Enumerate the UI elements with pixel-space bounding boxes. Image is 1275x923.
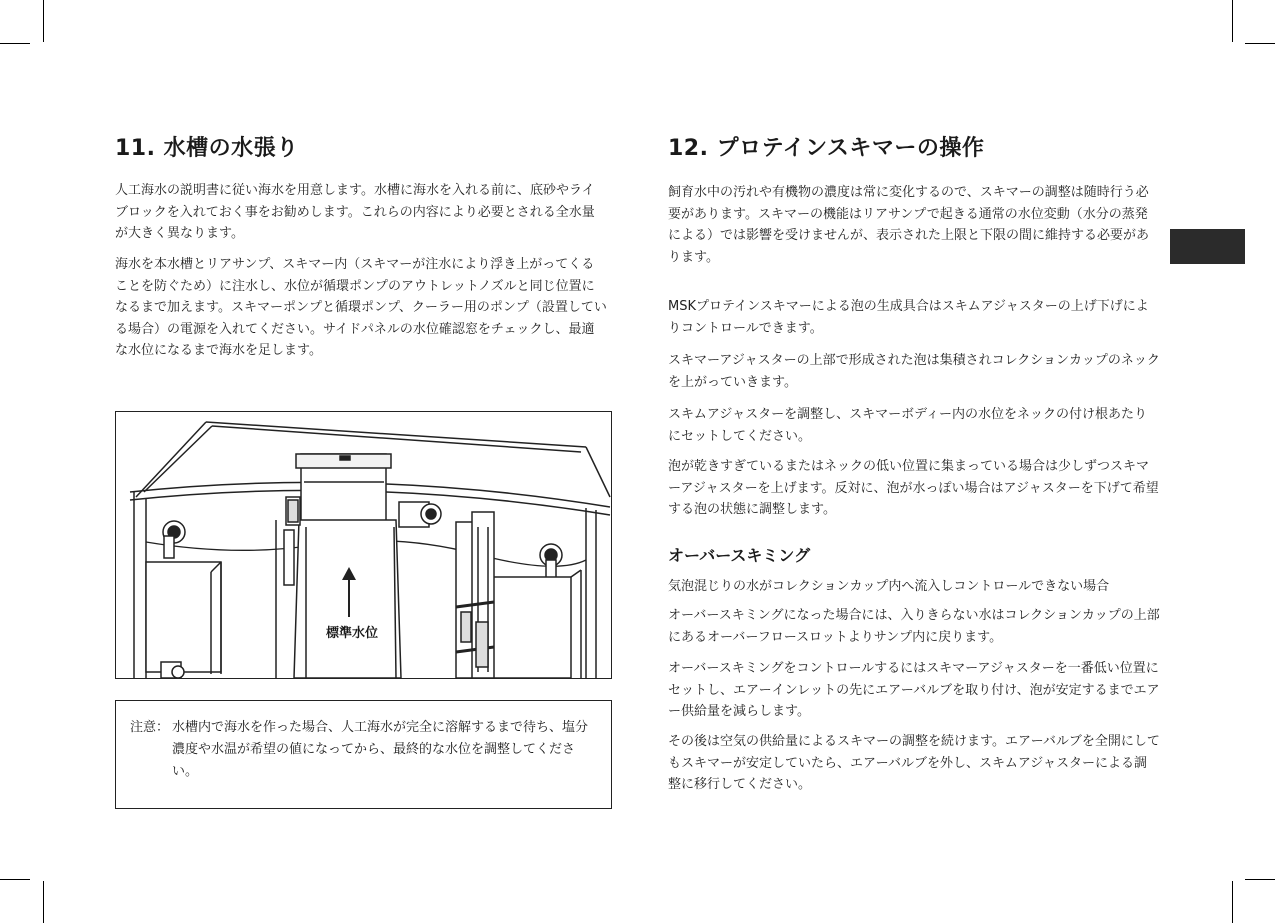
standard-water-level-label: 標準水位	[324, 622, 380, 641]
section-heading-skimmer: 12. プロテインスキマーの操作	[668, 136, 985, 161]
crop-mark	[43, 0, 44, 42]
paragraph-foam-adjustment: 泡が乾きすぎているまたはネックの低い位置に集まっている場合は少しずつスキマーアジャスターを上げます。反対に、泡が水っぽい場合はアジャスターを下げて希望する泡の状態に調整します。	[668, 459, 1159, 517]
paragraph-skimmer-adjust-intro: 飼育水中の汚れや有機物の濃度は常に変化するので、スキマーの調整は随時行う必要があります。スキマーの機能はリアサンプで起きる通常の水位変動（水分の蒸発による）では影響を受けませんが、表示された上限と下限の間に維持する必要があります。	[668, 185, 1150, 265]
section-tab-marker	[1170, 229, 1245, 264]
section-heading-filling: 11. 水槽の水張り	[115, 136, 299, 161]
paragraph-final-adjustment: その後は空気の供給量によるスキマーの調整を続けます。エアーバルブを全開にしてもスキマーが安定していたら、エアーバルブを外し、スキムアジャスターによる調整に移行してください。	[668, 734, 1160, 792]
caution-note	[115, 700, 612, 809]
crop-mark	[1232, 881, 1233, 923]
crop-mark	[1245, 43, 1275, 44]
caution-text: 水槽内で海水を作った場合、人工海水が完全に溶解するまで待ち、塩分濃度や水温が希望の値になってから、最終的な水位を調整してください。	[172, 720, 589, 779]
crop-mark	[1232, 0, 1233, 42]
crop-mark	[43, 881, 44, 923]
aquarium-diagram	[115, 411, 612, 679]
paragraph-water-level-setting: スキムアジャスターを調整し、スキマーボディー内の水位をネックの付け根あたりにセットしてください。	[668, 407, 1148, 444]
crop-mark	[0, 43, 30, 44]
paragraph-foam-control: MSKプロテインスキマーによる泡の生成具合はスキムアジャスターの上げ下げによりコントロールできます。	[668, 299, 1149, 336]
paragraph-overflow-slot: オーバースキミングになった場合には、入りきらない水はコレクションカップの上部にあるオーバーフロースロットよりサンプ内に戻ります。	[668, 608, 1160, 645]
paragraph-filling-procedure: 海水を本水槽とリアサンプ、スキマー内（スキマーが注水により浮き上がってくることを防ぐため）に注水し、水位が循環ポンプのアウトレットノズルと同じ位置になるまで加えます。スキマーポンプと循環ポンプ、クーラー用のポンプ（設置している場合）の電源を入れてください。サイドパネルの水位確認窓をチェックし、最適な水位になるまで海水を足します。	[115, 257, 607, 358]
paragraph-air-valve: オーバースキミングをコントロールするにはスキマーアジャスターを一番低い位置にセットし、エアーインレットの先にエアーバルブを取り付け、泡が安定するまでエアー供給量を減らします。	[668, 661, 1160, 719]
caution-label: 注意：	[130, 720, 170, 735]
paragraph-overskimming-definition: 気泡混じりの水がコレクションカップ内へ流入しコントロールできない場合	[668, 579, 1110, 594]
crop-mark	[0, 879, 30, 880]
crop-mark	[1245, 879, 1275, 880]
paragraph-foam-collection: スキマーアジャスターの上部で形成された泡は集積されコレクションカップのネックを上がっていきます。	[668, 353, 1160, 390]
paragraph-seawater-prep: 人工海水の説明書に従い海水を用意します。水槽に海水を入れる前に、底砂やライブロックを入れておく事をお勧めします。これらの内容により必要とされる全水量が大きく異なります。	[115, 183, 595, 241]
subheading-overskimming: オーバースキミング	[668, 546, 811, 565]
